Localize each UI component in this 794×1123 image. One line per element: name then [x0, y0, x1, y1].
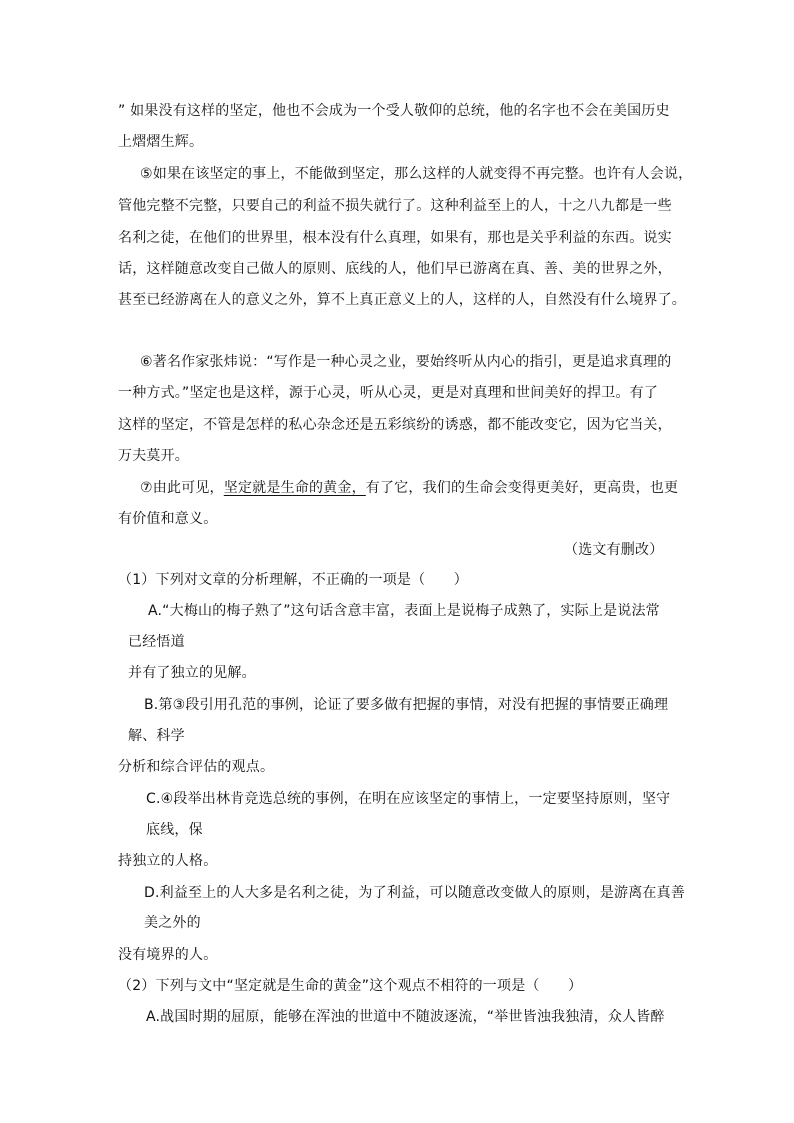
paragraph-line: 管他完整不完整，只要自己的利益不损失就行了。这种利益至上的人，十之八九都是一些 [118, 198, 672, 214]
paragraph-line: 一种方式。”坚定也是这样，源于心灵，听从心灵，更是对真理和世间美好的捍卫。有了 [118, 385, 659, 401]
question-stem: （1）下列对文章的分析理解，不正确的一项是（ ） [118, 572, 468, 588]
paragraph-line: 有价值和意义。 [118, 511, 218, 527]
question-stem: （2）下列与文中“坚定就是生命的黄金”这个观点不相符的一项是（ ） [118, 978, 583, 994]
option-line: 没有境界的人。 [118, 947, 218, 963]
source-note: （选文有删改） [564, 542, 664, 558]
option-line: 美之外的 [144, 915, 201, 931]
option-line: A.“大梅山的梅子熟了”这句话含意丰富，表面上是说梅子成熟了，实际上是说法常 [148, 603, 660, 619]
option-line: 持独立的人格。 [118, 853, 218, 869]
paragraph-line [140, 478, 678, 498]
option-line: 并有了独立的见解。 [128, 665, 256, 681]
paragraph-line: 万夫莫开。 [118, 448, 189, 464]
option-line: 分析和综合评估的观点。 [118, 759, 275, 775]
option-line: 解、科学 [128, 728, 185, 744]
paragraph-line: ⑥著名作家张炜说：“写作是一种心灵之业，要始终听从内心的指引，更是追求真理的 [140, 354, 672, 370]
option-line: A.战国时期的屈原，能够在浑浊的世道中不随波逐流，“举世皆浊我独清，众人皆醉 [146, 1009, 665, 1025]
paragraph-line: 这样的坚定，不管是怎样的私心杂念还是五彩缤纷的诱惑，都不能改变它，因为它当关， [118, 417, 672, 433]
underlined-thesis: 坚定就是生命的黄金， [223, 480, 366, 496]
option-line: 底线，保 [146, 822, 203, 838]
option-line: 已经悟道 [128, 634, 185, 650]
paragraph-line: ⑤如果在该坚定的事上，不能做到坚定，那么这样的人就变得不再完整。也许有人会说， [140, 166, 693, 182]
option-line: D.利益至上的人大多是名利之徒，为了利益，可以随意改变做人的原则，是游离在真善 [144, 885, 686, 901]
option-line: B.第③段引用孔范的事例，论证了要多做有把握的事情，对没有把握的事情要正确理 [144, 697, 669, 713]
paragraph-text: 有了它，我们的生命会变得更美好，更高贵，也更 [365, 480, 679, 496]
paragraph-line: 名利之徒，在他们的世界里，根本没有什么真理，如果有，那也是关乎利益的东西。说实 [118, 230, 672, 246]
paragraph-line: 上熠熠生辉。 [118, 134, 204, 150]
paragraph-line: 甚至已经游离在人的意义之外，算不上真正意义上的人，这样的人，自然没有什么境界了。 [118, 292, 686, 308]
paragraph-text: ⑦由此可见， [140, 480, 224, 496]
paragraph-line: 话，这样随意改变自己做人的原则、底线的人，他们早已游离在真、善、美的世界之外， [118, 261, 672, 277]
paragraph-line: ” 如果没有这样的坚定，他也不会成为一个受人敬仰的总统，他的名字也不会在美国历史 [118, 103, 670, 119]
option-line: C.④段举出林肯竞选总统的事例，在明在应该坚定的事情上，一定要坚持原则，坚守 [146, 791, 671, 807]
